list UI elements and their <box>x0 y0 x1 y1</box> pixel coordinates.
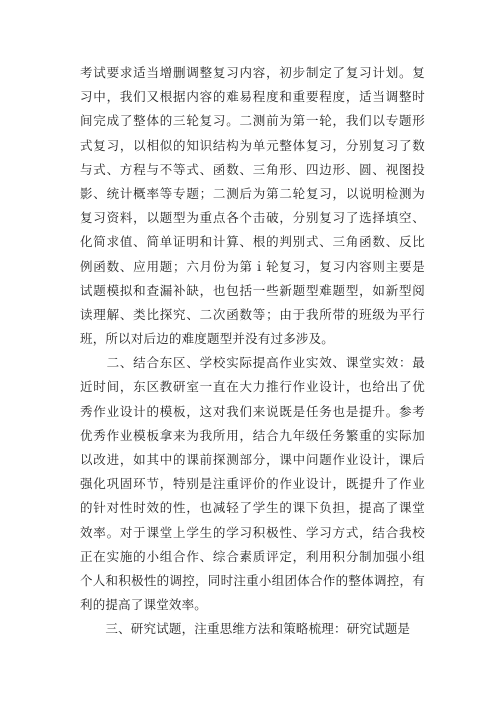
text-line: 影、统计概率等专题；二测后为第二轮复习，以说明检测为 <box>80 185 425 201</box>
document-body <box>80 61 425 642</box>
text-line: 习中，我们又根据内容的难易程度和重要程度，适当调整时 <box>80 89 425 105</box>
text-line: 试题模拟和查漏补缺，也包括一些新题型难题型，如新型阅 <box>80 282 425 298</box>
text-line: 个人和积极性的调控，同时注重小组团体合作的整体调控，有 <box>80 572 425 588</box>
text-line: 班，所以对后边的难度题型并没有过多涉及。 <box>80 331 335 347</box>
paragraph-study-exams <box>80 617 425 641</box>
text-line: 正在实施的小组合作、综合素质评定，利用积分制加强小组 <box>80 548 425 564</box>
text-line: 间完成了整体的三轮复习。二测前为第一轮，我们以专题形 <box>80 113 425 129</box>
text-line: 优秀作业模板拿来为我所用，结合九年级任务繁重的实际加 <box>80 427 425 443</box>
text-line: 例函数、应用题；六月份为第ｉ轮复习，复习内容则主要是 <box>80 258 425 274</box>
text-line: 秀作业设计的模板，这对我们来说既是任务也是提升。参考 <box>80 403 425 419</box>
text-line: 强化巩固环节，特别是注重评价的作业设计，既提升了作业 <box>80 476 425 492</box>
paragraph-review-plan <box>80 61 425 351</box>
text-line: 以改进，如其中的课前探测部分，课中问题作业设计，课后 <box>80 452 425 467</box>
text-line: 效率。对于课堂上学生的学习积极性、学习方式，结合我校 <box>80 524 425 540</box>
text-line: 近时间，东区教研室一直在大力推行作业设计，也给出了优 <box>80 379 425 395</box>
text-line: 复习资料，以题型为重点各个击破，分别复习了选择填空、 <box>80 210 425 226</box>
text-line: 式复习，以相似的知识结构为单元整体复习，分别复习了数 <box>80 137 425 153</box>
text-line: 的针对性时效的性，也减轻了学生的课下负担，提高了课堂 <box>80 500 425 516</box>
text-line: 三、研究试题，注重思维方法和策略梳理：研究试题是 <box>80 621 411 637</box>
paragraph-homework-efficiency <box>80 351 425 617</box>
text-line: 化简求值、简单证明和计算、根的判别式、三角函数、反比 <box>80 234 425 250</box>
text-line: 二、结合东区、学校实际提高作业实效、课堂实效：最 <box>80 355 425 371</box>
text-line: 与式、方程与不等式、函数、三角形、四边形、圆、视图投 <box>80 161 425 177</box>
text-line: 读理解、类比探究、二次函数等；由于我所带的班级为平行 <box>80 306 425 322</box>
text-line: 考试要求适当增删调整复习内容，初步制定了复习计划。复 <box>80 65 425 80</box>
text-line: 利的提高了课堂效率。 <box>80 597 208 613</box>
